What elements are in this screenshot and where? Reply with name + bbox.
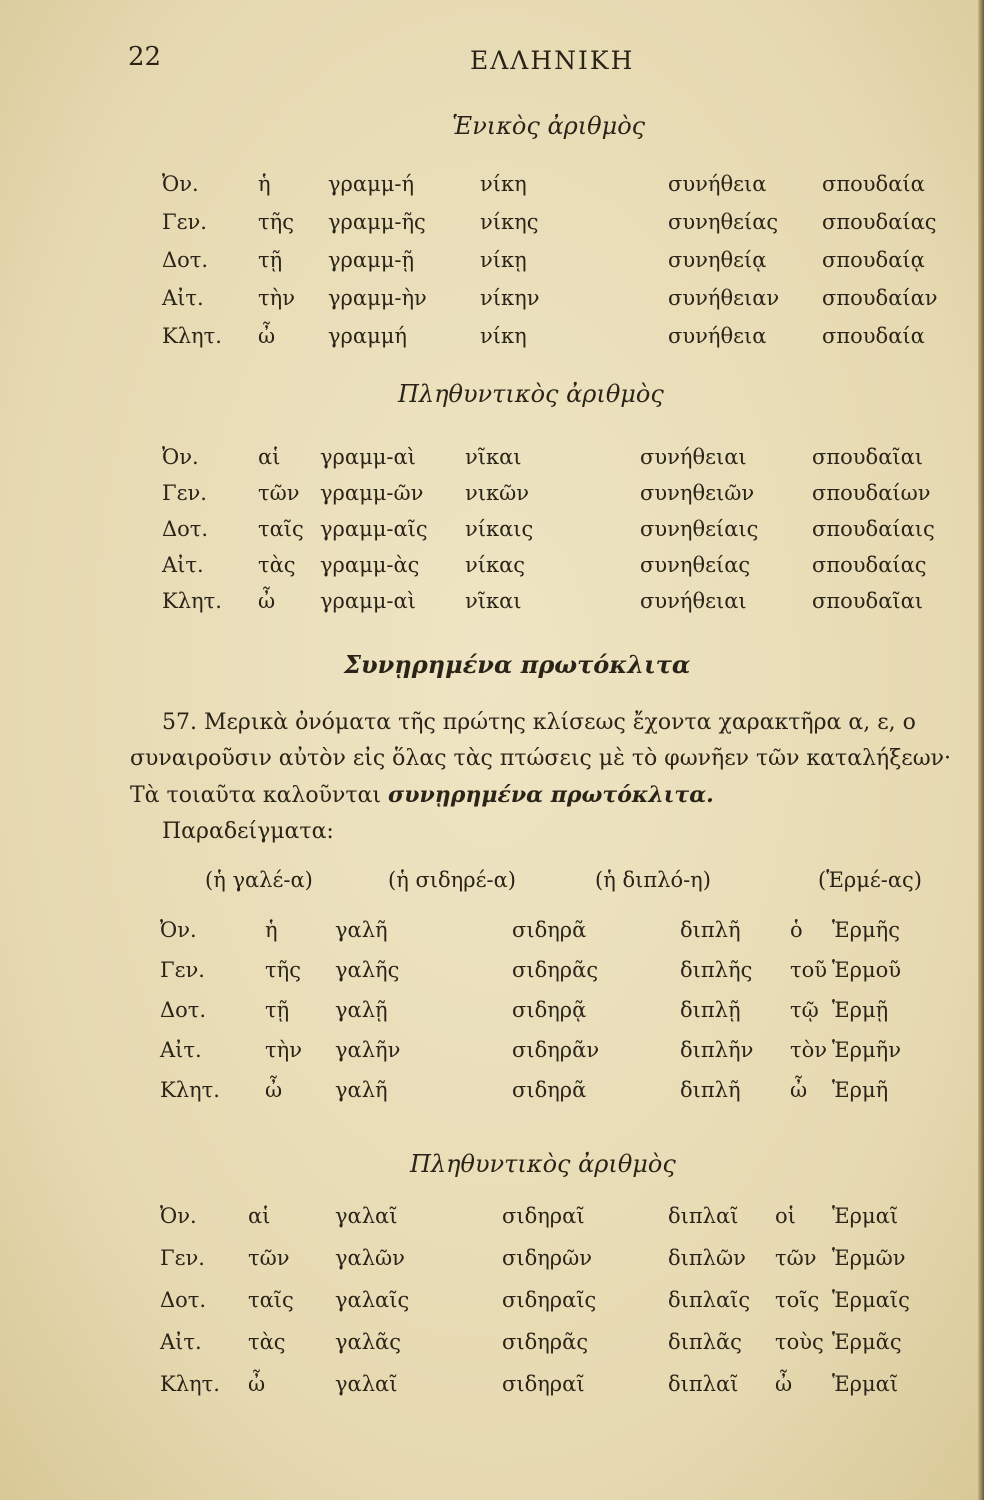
table-cell: διπλῇ [680, 998, 741, 1022]
table-cell: γραμμή [328, 324, 407, 348]
paragraph-57 [130, 705, 960, 850]
table-cell: σιδηρᾶν [512, 1038, 600, 1062]
table-cell: συνηθείᾳ [668, 248, 767, 272]
table-cell: Αἰτ. [162, 286, 204, 310]
table-cell: γραμμ-ὰς [320, 553, 420, 577]
table-cell: νίκη [480, 324, 527, 348]
plural-heading-2: Πληθυντικὸς ἀριθμὸς [410, 1150, 676, 1178]
table-cell: γραμμ-αῖς [320, 517, 428, 541]
table-cell: νίκην [480, 286, 540, 310]
table-cell: γαλῆ [335, 1078, 388, 1102]
table-cell: Ἑρμῆ [832, 1078, 889, 1102]
table-cell: ὦ [258, 324, 276, 348]
table-cell: γαλῆ [335, 918, 388, 942]
table-cell: νίκας [465, 553, 526, 577]
example-header-3: (ἡ διπλό-η) [595, 868, 711, 892]
table-cell: σιδηραῖ [502, 1372, 585, 1396]
table-cell: διπλῆ [680, 1078, 741, 1102]
example-header-1: (ἡ γαλέ-α) [205, 868, 313, 892]
table-cell: γαλαῖ [335, 1204, 398, 1228]
table-cell: συνήθειαι [640, 445, 747, 469]
table-cell: σιδηρῶν [502, 1246, 593, 1270]
table-cell: γαλαῖς [335, 1288, 410, 1312]
table-cell: σπουδαίᾳ [822, 248, 925, 272]
table-cell: διπλαῖς [668, 1288, 751, 1312]
table-cell: ὦ [790, 1078, 808, 1102]
table-cell: Δοτ. [160, 998, 207, 1022]
table-cell: Κλητ. [160, 1372, 220, 1396]
table-cell: ὦ [265, 1078, 283, 1102]
table-cell: διπλῆς [680, 958, 753, 982]
table-cell: Αἰτ. [160, 1038, 202, 1062]
table-cell: συνήθεια [668, 172, 767, 196]
table-cell: τὰς [248, 1330, 286, 1354]
plural-heading: Πληθυντικὸς ἀριθμὸς [398, 380, 664, 408]
table-cell: αἱ [258, 445, 281, 469]
table-cell: γραμμ-αὶ [320, 445, 416, 469]
table-cell: Ἑρμῇ [832, 998, 889, 1022]
singular-heading: Ἑνικὸς ἀριθμὸς [452, 112, 646, 140]
table-cell: Ὀν. [160, 918, 197, 942]
table-cell: Γεν. [162, 481, 207, 505]
table-cell: γαλῇ [335, 998, 388, 1022]
paragraph-line: 57. Μερικὰ ὀνόματα τῆς πρώτης κλίσεως ἔχοντα χαρακτῆρα α, ε, ο [162, 710, 916, 735]
table-cell: Κλητ. [160, 1078, 220, 1102]
table-cell: Δοτ. [160, 1288, 207, 1312]
table-cell: συνήθεια [668, 324, 767, 348]
table-cell: τὰς [258, 553, 296, 577]
table-cell: συνηθειῶν [640, 481, 755, 505]
contracted-heading: Συνῃρημένα πρωτόκλιτα [344, 650, 691, 679]
table-cell: Ἑρμῆς [832, 918, 901, 942]
table-cell: ὦ [775, 1372, 793, 1396]
table-cell: διπλαῖ [668, 1372, 739, 1396]
table-cell: γαλῆς [335, 958, 400, 982]
table-cell: συνήθειαν [668, 286, 780, 310]
table-cell: σπουδαίας [822, 210, 937, 234]
table-cell: γραμμ-ῇ [328, 248, 415, 272]
table-cell: Αἰτ. [160, 1330, 202, 1354]
table-cell: τῆς [265, 958, 301, 982]
table-cell: Ὀν. [162, 445, 199, 469]
table-cell: Γεν. [160, 958, 205, 982]
table-cell: Δοτ. [162, 248, 209, 272]
table-cell: σπουδαία [822, 172, 925, 196]
table-cell: σιδηρᾶς [512, 958, 599, 982]
table-cell: οἱ [775, 1204, 796, 1228]
table-cell: συνηθείας [640, 553, 751, 577]
emphasized-term: συνῃρημένα πρωτόκλιτα. [388, 782, 714, 808]
table-cell: συνήθειαι [640, 589, 747, 613]
table-cell: σιδηραῖ [502, 1204, 585, 1228]
table-cell: τῶν [775, 1246, 817, 1270]
page-number: 22 [128, 42, 162, 72]
table-cell: τῶν [258, 481, 300, 505]
table-cell: τῇ [265, 998, 290, 1022]
table-cell: ὦ [248, 1372, 266, 1396]
table-cell: νίκη [480, 172, 527, 196]
table-cell: διπλῆ [680, 918, 741, 942]
paragraph-line: Παραδείγματα: [162, 819, 334, 844]
table-cell: ἡ [258, 172, 271, 196]
table-cell: σπουδαῖαι [812, 589, 924, 613]
example-header-2: (ἡ σιδηρέ-α) [388, 868, 516, 892]
table-cell: γραμμ-ῶν [320, 481, 424, 505]
table-cell: ὦ [258, 589, 276, 613]
table-cell: Ἑρμοῦ [832, 958, 902, 982]
table-cell: Γεν. [162, 210, 207, 234]
table-cell: σιδηρᾶς [502, 1330, 589, 1354]
table-cell: Αἰτ. [162, 553, 204, 577]
table-cell: γραμμ-ὴν [328, 286, 427, 310]
table-cell: τὴν [265, 1038, 302, 1062]
table-cell: γαλῆν [335, 1038, 401, 1062]
table-cell: τῷ [790, 998, 819, 1022]
table-cell: διπλᾶς [668, 1330, 742, 1354]
table-cell: τοῦ [790, 958, 828, 982]
table-cell: γαλᾶς [335, 1330, 401, 1354]
table-cell: τὴν [258, 286, 295, 310]
table-cell: Κλητ. [162, 324, 222, 348]
table-cell: νίκῃ [480, 248, 527, 272]
table-cell: γραμμ-αὶ [320, 589, 416, 613]
table-cell: συνηθείας [668, 210, 779, 234]
table-cell: νῖκαι [465, 589, 522, 613]
table-cell: γαλαῖ [335, 1372, 398, 1396]
table-cell: νῖκαι [465, 445, 522, 469]
table-cell: σπουδαίων [812, 481, 931, 505]
table-cell: ὁ [790, 918, 803, 942]
table-cell: τὸν [790, 1038, 828, 1062]
table-cell: γαλῶν [335, 1246, 405, 1270]
table-cell: γραμμ-ή [328, 172, 415, 196]
table-cell: Ἑρμαῖς [832, 1288, 910, 1312]
table-cell: διπλῆν [680, 1038, 754, 1062]
table-cell: νίκης [480, 210, 539, 234]
table-cell: σπουδαίαν [822, 286, 938, 310]
table-cell: τῶν [248, 1246, 290, 1270]
table-cell: Κλητ. [162, 589, 222, 613]
table-cell: Ἑρμᾶς [832, 1330, 902, 1354]
table-cell: σπουδαίας [812, 553, 927, 577]
table-cell: σιδηραῖς [502, 1288, 597, 1312]
table-cell: διπλαῖ [668, 1204, 739, 1228]
table-cell: σπουδαίαις [812, 517, 935, 541]
paragraph-text: Τὰ τοιαῦτα καλοῦνται [130, 783, 389, 808]
table-cell: Ὀν. [162, 172, 199, 196]
table-cell: Ἑρμῶν [832, 1246, 906, 1270]
table-cell: νικῶν [465, 481, 530, 505]
paragraph-line: συναιροῦσιν αὐτὸν εἰς ὅλας τὰς πτώσεις μὲ τὸ φωνῆεν τῶν καταλήξεων· [130, 746, 952, 771]
table-cell: τῆς [258, 210, 294, 234]
table-cell: διπλῶν [668, 1246, 746, 1270]
table-cell: τοῖς [775, 1288, 820, 1312]
table-cell: Ἑρμῆν [832, 1038, 902, 1062]
table-cell: σπουδαῖαι [812, 445, 924, 469]
table-cell: ταῖς [258, 517, 304, 541]
table-cell: Ὀν. [160, 1204, 197, 1228]
table-cell: ταῖς [248, 1288, 294, 1312]
table-cell: αἱ [248, 1204, 271, 1228]
table-cell: ἡ [265, 918, 278, 942]
running-head: ΕΛΛΗΝΙΚΗ [470, 46, 635, 75]
table-cell: Ἑρμαῖ [832, 1372, 899, 1396]
table-cell: Ἑρμαῖ [832, 1204, 899, 1228]
table-cell: γραμμ-ῆς [328, 210, 426, 234]
table-cell: σπουδαία [822, 324, 925, 348]
table-cell: Δοτ. [162, 517, 209, 541]
table-cell: τῇ [258, 248, 283, 272]
table-cell: τοὺς [775, 1330, 824, 1354]
table-cell: συνηθείαις [640, 517, 759, 541]
paragraph-line [130, 777, 960, 814]
table-cell: σιδηρᾶ [512, 1078, 587, 1102]
table-cell: σιδηρᾷ [512, 998, 587, 1022]
example-header-4: (Ἑρμέ-ας) [818, 868, 922, 892]
table-cell: Γεν. [160, 1246, 205, 1270]
table-cell: νίκαις [465, 517, 534, 541]
page-edge [978, 0, 984, 1500]
table-cell: σιδηρᾶ [512, 918, 587, 942]
